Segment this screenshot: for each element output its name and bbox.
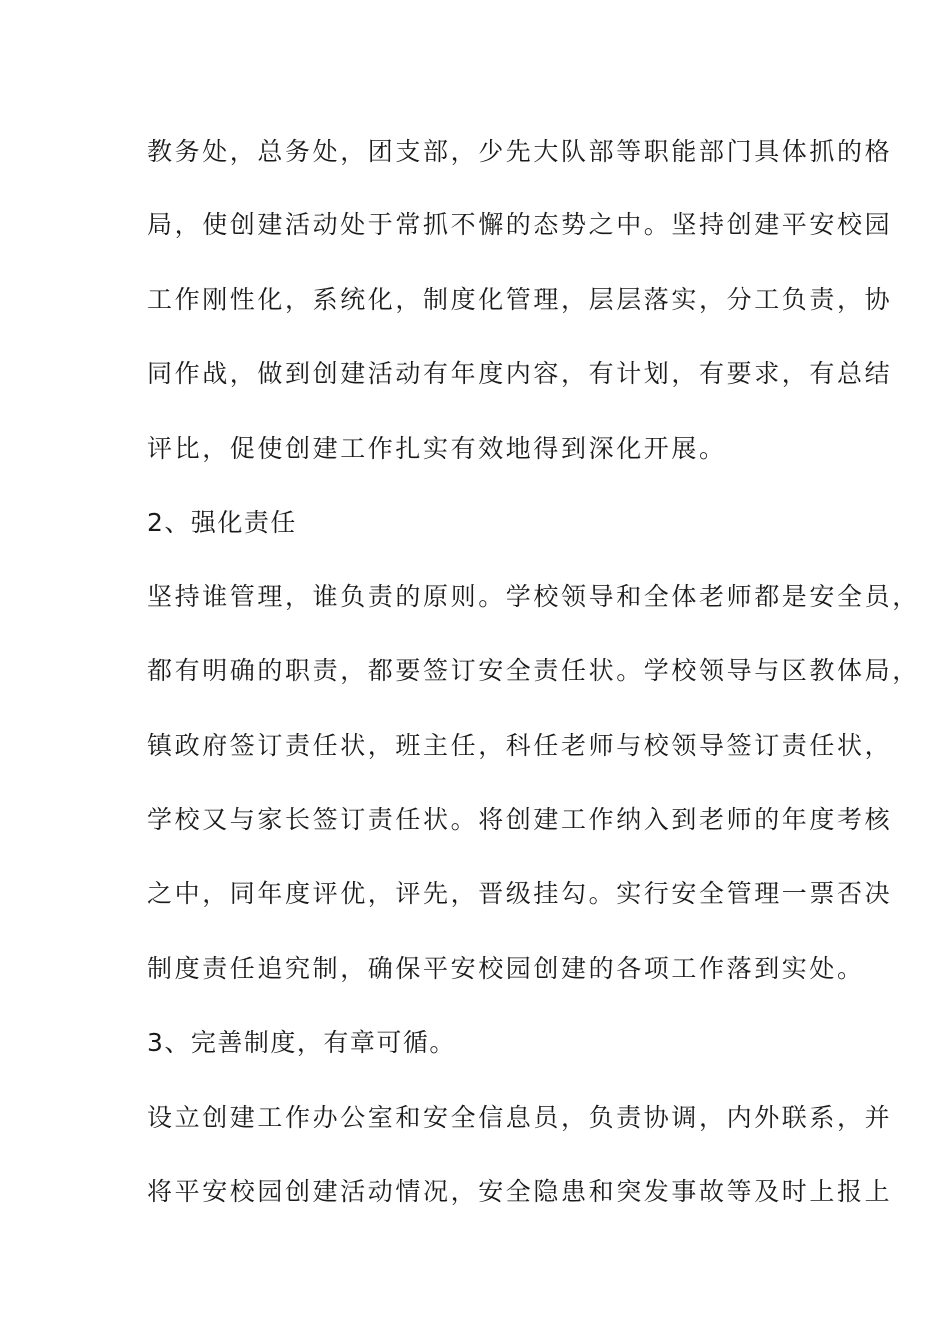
paragraph-line: 都有明确的职责，都要签订安全责任状。学校领导与区教体局，	[147, 656, 920, 685]
paragraph-line: 将平安校园创建活动情况，安全隐患和突发事故等及时上报上	[147, 1177, 893, 1206]
paragraph-line: 局，使创建活动处于常抓不懈的态势之中。坚持创建平安校园	[147, 210, 893, 239]
section-heading: 2、强化责任	[147, 508, 297, 537]
paragraph-line: 工作刚性化，系统化，制度化管理，层层落实，分工负责，协	[147, 285, 893, 314]
paragraph-line: 教务处，总务处，团支部，少先大队部等职能部门具体抓的格	[147, 137, 893, 166]
paragraph-line: 评比，促使创建工作扎实有效地得到深化开展。	[147, 434, 727, 463]
paragraph-line: 制度责任追究制，确保平安校园创建的各项工作落到实处。	[147, 954, 865, 983]
paragraph-line: 镇政府签订责任状，班主任，科任老师与校领导签订责任状，	[147, 731, 893, 760]
paragraph-line: 设立创建工作办公室和安全信息员，负责协调，内外联系，并	[147, 1103, 893, 1132]
section-heading: 3、完善制度，有章可循。	[147, 1028, 456, 1057]
paragraph-line: 坚持谁管理，谁负责的原则。学校领导和全体老师都是安全员，	[147, 582, 920, 611]
paragraph-line: 学校又与家长签订责任状。将创建工作纳入到老师的年度考核	[147, 805, 893, 834]
paragraph-line: 同作战，做到创建活动有年度内容，有计划，有要求，有总结	[147, 359, 893, 388]
paragraph-line: 之中，同年度评优，评先，晋级挂勾。实行安全管理一票否决	[147, 879, 893, 908]
